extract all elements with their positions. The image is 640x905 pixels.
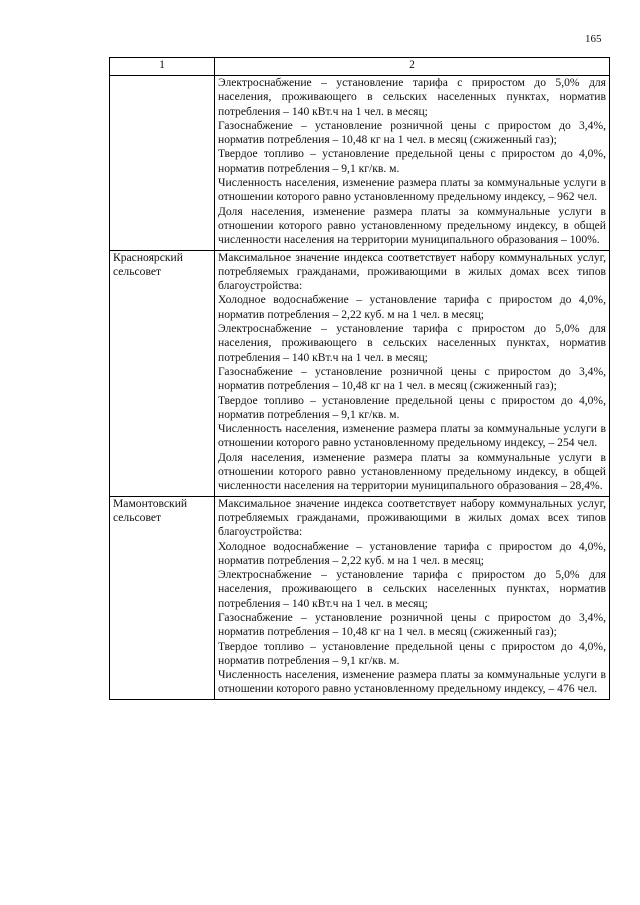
paragraph: Твердое топливо – установление предельной цены с приростом до 4,0%, норматив потребления – 9,1 кг/кв. м. bbox=[218, 393, 606, 421]
paragraph: Численность населения, изменение размера платы за коммунальные услуги в отношении которого равно установленному предельному индексу, – 962 чел. bbox=[218, 176, 606, 204]
paragraph: Холодное водоснабжение – установление тарифа с приростом до 4,0%, норматив потребления – 2,22 куб. м на 1 чел. в месяц; bbox=[218, 539, 606, 567]
paragraph: Доля населения, изменение размера платы за коммунальные услуги в отношении которого равно установленному предельному индексу, в общей численности населения на территории муниципального образования – 28,4%. bbox=[218, 450, 606, 493]
paragraph: Максимальное значение индекса соответствует набору коммунальных услуг, потребляемых гражданами, проживающими в жилых домах всех типов благоустройства: bbox=[218, 250, 606, 293]
paragraph: Электроснабжение – установление тарифа с приростом до 5,0% для населения, проживающего в сельских населенных пунктах, норматив потребления – 140 кВт.ч на 1 чел. в месяц; bbox=[218, 76, 606, 118]
description-cell bbox=[215, 250, 610, 496]
table-header-row bbox=[110, 58, 610, 76]
column-header-2: 2 bbox=[215, 58, 610, 76]
paragraph: Газоснабжение – установление розничной цены с приростом до 3,4%, норматив потребления – 10,48 кг на 1 чел. в месяц (сжиженный газ); bbox=[218, 364, 606, 393]
paragraph: Численность населения, изменение размера платы за коммунальные услуги в отношении которого равно установленному предельному индексу, – 476 чел. bbox=[218, 668, 606, 696]
page-number: 165 bbox=[585, 33, 602, 45]
municipality-name: Мамонтовский сельсовет bbox=[110, 496, 215, 699]
table-row bbox=[110, 250, 610, 496]
municipality-name bbox=[110, 76, 215, 251]
table-row bbox=[110, 76, 610, 251]
paragraph: Численность населения, изменение размера платы за коммунальные услуги в отношении которого равно установленному предельному индексу, – 254 чел. bbox=[218, 422, 606, 450]
table-row bbox=[110, 496, 610, 699]
municipality-name: Красноярский сельсовет bbox=[110, 250, 215, 496]
paragraph: Холодное водоснабжение – установление тарифа с приростом до 4,0%, норматив потребления – 2,22 куб. м на 1 чел. в месяц; bbox=[218, 293, 606, 321]
paragraph: Твердое топливо – установление предельной цены с приростом до 4,0%, норматив потребления – 9,1 кг/кв. м. bbox=[218, 147, 606, 175]
paragraph: Газоснабжение – установление розничной цены с приростом до 3,4%, норматив потребления – 10,48 кг на 1 чел. в месяц (сжиженный газ); bbox=[218, 610, 606, 639]
paragraph: Электроснабжение – установление тарифа с приростом до 5,0% для населения, проживающего в сельских населенных пунктах, норматив потребления – 140 кВт.ч на 1 чел. в месяц; bbox=[218, 322, 606, 364]
description-cell bbox=[215, 496, 610, 699]
paragraph: Газоснабжение – установление розничной цены с приростом до 3,4%, норматив потребления – 10,48 кг на 1 чел. в месяц (сжиженный газ); bbox=[218, 118, 606, 147]
document-table bbox=[109, 57, 610, 700]
paragraph: Максимальное значение индекса соответствует набору коммунальных услуг, потребляемых гражданами, проживающими в жилых домах всех типов благоустройства: bbox=[218, 496, 606, 539]
paragraph: Доля населения, изменение размера платы за коммунальные услуги в отношении которого равно установленному предельному индексу, в общей численности населения на территории муниципального образования – 100%. bbox=[218, 204, 606, 247]
description-cell bbox=[215, 76, 610, 251]
paragraph: Электроснабжение – установление тарифа с приростом до 5,0% для населения, проживающего в сельских населенных пунктах, норматив потребления – 140 кВт.ч на 1 чел. в месяц; bbox=[218, 568, 606, 610]
paragraph: Твердое топливо – установление предельной цены с приростом до 4,0%, норматив потребления – 9,1 кг/кв. м. bbox=[218, 639, 606, 667]
column-header-1: 1 bbox=[110, 58, 215, 76]
